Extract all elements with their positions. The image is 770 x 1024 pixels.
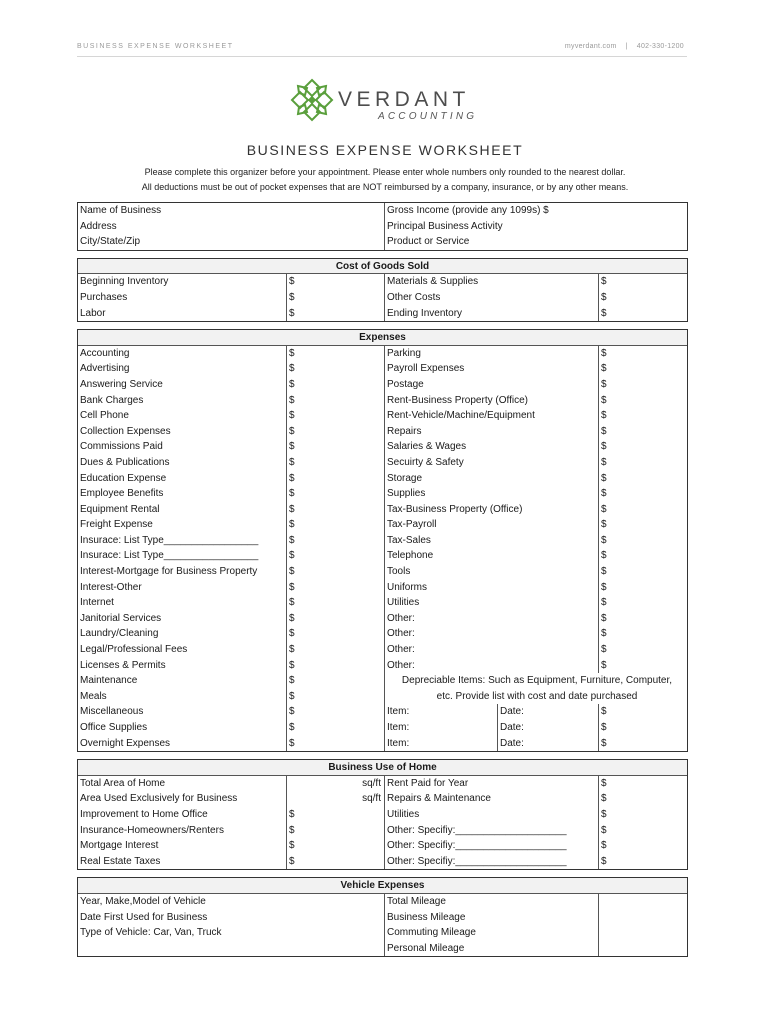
- home-amount-field[interactable]: $: [287, 823, 385, 839]
- expense-amount-field[interactable]: $: [601, 550, 607, 562]
- table-row: [78, 854, 687, 870]
- header-website: myverdant.com: [564, 43, 617, 50]
- table-row: [78, 455, 687, 471]
- home-section: [77, 759, 688, 870]
- table-row: [78, 673, 687, 689]
- table-row: [78, 234, 687, 250]
- home-label: Total Area of Home: [78, 776, 287, 792]
- expense-amount-field[interactable]: $: [601, 363, 607, 375]
- cogs-amount-field[interactable]: $: [601, 307, 607, 319]
- section-heading: Business Use of Home: [78, 760, 687, 776]
- table-row: [78, 807, 687, 823]
- table-row: [78, 642, 687, 658]
- expense-amount-field[interactable]: $: [601, 534, 607, 546]
- expense-label: Interest-Other: [78, 580, 287, 596]
- expense-amount-field[interactable]: $: [287, 361, 385, 377]
- expense-amount-field[interactable]: $: [287, 642, 385, 658]
- depreciable-cost-field[interactable]: $: [601, 706, 607, 718]
- table-row: [78, 471, 687, 487]
- expense-label: Rent-Vehicle/Machine/Equipment: [385, 408, 599, 424]
- table-row: [78, 548, 687, 564]
- home-label: Utilities: [385, 807, 599, 823]
- table-row: [78, 925, 687, 941]
- vehicle-section: [77, 877, 688, 957]
- table-row: [78, 439, 687, 455]
- expense-label: Laundry/Cleaning: [78, 626, 287, 642]
- expense-label: Tools: [385, 564, 599, 580]
- expense-amount-field[interactable]: $: [601, 581, 607, 593]
- expense-amount-field[interactable]: $: [287, 658, 385, 674]
- table-row: [78, 791, 687, 807]
- expense-label: Answering Service: [78, 377, 287, 393]
- table-row: [78, 580, 687, 596]
- expense-amount-field[interactable]: $: [287, 408, 385, 424]
- header-phone: 402-330-1200: [636, 43, 684, 50]
- expense-amount-field[interactable]: $: [287, 689, 385, 705]
- expense-label: Insurace: List Type_________________: [78, 533, 287, 549]
- expense-label: Salaries & Wages: [385, 439, 599, 455]
- expense-amount-field[interactable]: $: [287, 439, 385, 455]
- expense-label: Dues & Publications: [78, 455, 287, 471]
- expense-label: Tax-Business Property (Office): [385, 502, 599, 518]
- depreciable-date-field[interactable]: Date:: [498, 704, 599, 720]
- cogs-amount-field[interactable]: $: [601, 291, 607, 303]
- expense-amount-field[interactable]: $: [287, 393, 385, 409]
- expense-label: Insurace: List Type_________________: [78, 548, 287, 564]
- expense-amount-field[interactable]: $: [601, 488, 607, 500]
- header-contact: [565, 43, 687, 50]
- expense-amount-field[interactable]: $: [287, 580, 385, 596]
- logo-subtitle: ACCOUNTING: [378, 111, 478, 122]
- home-amount-field[interactable]: $: [601, 824, 607, 836]
- table-row: [78, 502, 687, 518]
- address-field[interactable]: Address: [78, 219, 385, 235]
- expense-label: Secuirty & Safety: [385, 455, 599, 471]
- vehicle-info-field[interactable]: Type of Vehicle: Car, Van, Truck: [78, 925, 385, 941]
- page-header: [77, 43, 687, 57]
- table-row: [78, 377, 687, 393]
- expense-amount-field[interactable]: $: [601, 441, 607, 453]
- worksheet-form: [77, 202, 688, 964]
- table-row: [78, 361, 687, 377]
- expense-label: Accounting: [78, 346, 287, 362]
- vehicle-mileage-label: Personal Mileage: [385, 941, 599, 957]
- expense-label: Collection Expenses: [78, 424, 287, 440]
- depreciable-date-field[interactable]: Date:: [498, 736, 599, 752]
- vehicle-mileage-label: Business Mileage: [385, 910, 599, 926]
- expense-amount-field[interactable]: $: [287, 704, 385, 720]
- product-or-service-field[interactable]: Product or Service: [387, 236, 470, 248]
- expense-amount-field[interactable]: $: [601, 347, 607, 359]
- expense-label: Legal/Professional Fees: [78, 642, 287, 658]
- expense-label: Interest-Mortgage for Business Property: [78, 564, 287, 580]
- verdant-logo: [290, 78, 490, 126]
- header-doc-title: BUSINESS EXPENSE WORKSHEET: [77, 43, 234, 50]
- depreciable-item-field[interactable]: Item:: [385, 720, 498, 736]
- home-amount-field[interactable]: sq/ft: [287, 791, 385, 807]
- expense-label: Bank Charges: [78, 393, 287, 409]
- depreciable-item-field[interactable]: Item:: [385, 736, 498, 752]
- verdant-leaf-logo-icon: [290, 78, 334, 122]
- depreciable-cost-field[interactable]: $: [601, 722, 607, 733]
- table-row: [78, 274, 687, 290]
- table-row: [78, 408, 687, 424]
- expense-label: Rent-Business Property (Office): [385, 393, 599, 409]
- expense-label: Advertising: [78, 361, 287, 377]
- expense-amount-field[interactable]: $: [601, 425, 607, 437]
- cogs-label: Other Costs: [385, 290, 599, 306]
- logo-wordmark: VERDANT: [338, 88, 470, 111]
- table-row: [78, 720, 687, 736]
- vehicle-info-field[interactable]: Year, Make,Model of Vehicle: [78, 894, 385, 910]
- table-row: [78, 346, 687, 362]
- expense-label: Commissions Paid: [78, 439, 287, 455]
- expense-label: Freight Expense: [78, 517, 287, 533]
- table-row: [78, 533, 687, 549]
- cogs-section: [77, 258, 688, 322]
- cogs-amount-field[interactable]: $: [287, 290, 385, 306]
- expenses-section: [77, 329, 688, 752]
- expense-label: Other:: [385, 642, 599, 658]
- expense-amount-field[interactable]: $: [601, 503, 607, 515]
- home-label: Rent Paid for Year: [385, 776, 599, 792]
- home-amount-field[interactable]: $: [601, 777, 607, 789]
- section-heading: Vehicle Expenses: [78, 878, 687, 894]
- expense-amount-field[interactable]: $: [601, 628, 607, 640]
- expense-label: Parking: [385, 346, 599, 362]
- home-label: Other: Specifiy:____________________: [385, 838, 599, 854]
- home-amount-field[interactable]: $: [287, 854, 385, 870]
- vehicle-mileage-field[interactable]: [599, 910, 687, 926]
- table-row: [78, 838, 687, 854]
- section-heading: Cost of Goods Sold: [78, 259, 687, 275]
- vehicle-info-field[interactable]: Date First Used for Business: [78, 910, 385, 926]
- expense-label: Postage: [385, 377, 599, 393]
- cogs-amount-field[interactable]: $: [601, 276, 607, 288]
- table-row: [78, 219, 687, 235]
- table-row: [78, 704, 687, 720]
- expense-amount-field[interactable]: $: [287, 736, 385, 752]
- cogs-label: Purchases: [78, 290, 287, 306]
- expense-amount-field[interactable]: $: [287, 548, 385, 564]
- table-row: [78, 689, 687, 705]
- table-row: [78, 424, 687, 440]
- page-title: BUSINESS EXPENSE WORKSHEET: [246, 142, 524, 158]
- expense-amount-field[interactable]: $: [601, 410, 607, 422]
- depreciable-note: etc. Provide list with cost and date purchased: [436, 690, 638, 702]
- expense-amount-field[interactable]: $: [601, 659, 607, 671]
- expense-label: Miscellaneous: [78, 704, 287, 720]
- header-divider: |: [625, 43, 628, 50]
- home-label: Other: Specifiy:____________________: [385, 823, 599, 839]
- table-row: [78, 517, 687, 533]
- expense-amount-field[interactable]: $: [287, 455, 385, 471]
- expense-label: Overnight Expenses: [78, 736, 287, 752]
- business-info-section: [77, 202, 688, 251]
- principal-activity-field[interactable]: Principal Business Activity: [387, 220, 503, 232]
- vehicle-mileage-field[interactable]: [599, 941, 687, 957]
- expense-label: Repairs: [385, 424, 599, 440]
- expense-amount-field[interactable]: $: [287, 626, 385, 642]
- home-amount-field[interactable]: $: [287, 807, 385, 823]
- expense-label: Other:: [385, 611, 599, 627]
- home-label: Real Estate Taxes: [78, 854, 287, 870]
- vehicle-mileage-field[interactable]: [599, 894, 687, 910]
- home-amount-field[interactable]: sq/ft: [287, 776, 385, 792]
- cogs-label: Labor: [78, 306, 287, 322]
- cogs-label: Materials & Supplies: [385, 274, 599, 290]
- home-label: Improvement to Home Office: [78, 807, 287, 823]
- city-state-zip-field[interactable]: City/State/Zip: [78, 234, 385, 250]
- table-row: [78, 736, 687, 752]
- vehicle-info-field[interactable]: [78, 941, 385, 957]
- instruction-line-1: Please complete this organizer before your appointment. Please enter whole numbers only rounded to the nearest dollar.: [144, 167, 626, 177]
- home-amount-field[interactable]: $: [287, 838, 385, 854]
- expense-label: Licenses & Permits: [78, 658, 287, 674]
- expense-label: Tax-Payroll: [385, 517, 599, 533]
- gross-income-field[interactable]: Gross Income (provide any 1099s) $: [387, 205, 549, 216]
- home-label: Mortgage Interest: [78, 838, 287, 854]
- home-amount-field[interactable]: $: [601, 855, 607, 867]
- expense-label: Meals: [78, 689, 287, 705]
- expense-amount-field[interactable]: $: [287, 502, 385, 518]
- expense-amount-field[interactable]: $: [601, 644, 607, 656]
- table-row: [78, 290, 687, 306]
- depreciable-date-field[interactable]: Date:: [498, 720, 599, 736]
- expense-amount-field[interactable]: $: [601, 456, 607, 468]
- depreciable-note: Depreciable Items: Such as Equipment, Furniture, Computer,: [401, 675, 673, 687]
- expense-amount-field[interactable]: $: [287, 424, 385, 440]
- expense-amount-field[interactable]: $: [601, 597, 607, 609]
- home-amount-field[interactable]: $: [601, 793, 607, 805]
- expense-label: Janitorial Services: [78, 611, 287, 627]
- vehicle-mileage-label: Total Mileage: [385, 894, 599, 910]
- expense-label: Employee Benefits: [78, 486, 287, 502]
- table-row: [78, 486, 687, 502]
- expense-label: Other:: [385, 626, 599, 642]
- name-of-business-field[interactable]: Name of Business: [78, 203, 385, 219]
- expense-label: Other:: [385, 658, 599, 674]
- cogs-label: Beginning Inventory: [78, 274, 287, 290]
- expense-label: Supplies: [385, 486, 599, 502]
- expense-label: Payroll Expenses: [385, 361, 599, 377]
- expense-amount-field[interactable]: $: [601, 378, 607, 390]
- table-row: [78, 393, 687, 409]
- expense-amount-field[interactable]: $: [287, 720, 385, 736]
- home-label: Repairs & Maintenance: [385, 791, 599, 807]
- expense-amount-field[interactable]: $: [287, 471, 385, 487]
- expense-label: Office Supplies: [78, 720, 287, 736]
- home-label: Other: Specifiy:____________________: [385, 854, 599, 870]
- instruction-line-2: All deductions must be out of pocket expenses that are NOT reimbursed by a company, insurance, or by any other means.: [141, 182, 629, 192]
- table-row: [78, 611, 687, 627]
- expense-amount-field[interactable]: $: [601, 519, 607, 531]
- expense-label: Equipment Rental: [78, 502, 287, 518]
- expense-label: Maintenance: [78, 673, 287, 689]
- cogs-amount-field[interactable]: $: [287, 306, 385, 322]
- expense-amount-field[interactable]: $: [287, 533, 385, 549]
- table-row: [78, 894, 687, 910]
- expense-label: Uniforms: [385, 580, 599, 596]
- table-row: [78, 203, 687, 219]
- home-amount-field[interactable]: $: [601, 808, 607, 820]
- expense-amount-field[interactable]: $: [287, 673, 385, 689]
- expense-label: Education Expense: [78, 471, 287, 487]
- expense-label: Cell Phone: [78, 408, 287, 424]
- table-row: [78, 658, 687, 674]
- expense-amount-field[interactable]: $: [601, 472, 607, 484]
- home-label: Area Used Exclusively for Business: [78, 791, 287, 807]
- cogs-label: Ending Inventory: [385, 306, 599, 322]
- vehicle-mileage-field[interactable]: [599, 925, 687, 941]
- expense-amount-field[interactable]: $: [287, 377, 385, 393]
- table-row: [78, 595, 687, 611]
- home-label: Insurance-Homeowners/Renters: [78, 823, 287, 839]
- expense-amount-field[interactable]: $: [287, 611, 385, 627]
- expense-amount-field[interactable]: $: [601, 612, 607, 624]
- table-row: [78, 306, 687, 322]
- expense-label: Tax-Sales: [385, 533, 599, 549]
- expense-amount-field[interactable]: $: [601, 394, 607, 406]
- depreciable-cost-field[interactable]: $: [601, 737, 607, 749]
- table-row: [78, 626, 687, 642]
- vehicle-mileage-label: Commuting Mileage: [385, 925, 599, 941]
- table-row: [78, 910, 687, 926]
- table-row: [78, 776, 687, 792]
- expense-amount-field[interactable]: $: [287, 595, 385, 611]
- table-row: [78, 823, 687, 839]
- expense-label: Storage: [385, 471, 599, 487]
- table-row: [78, 564, 687, 580]
- expense-amount-field[interactable]: $: [287, 346, 385, 362]
- depreciable-item-field[interactable]: Item:: [385, 704, 498, 720]
- expense-amount-field[interactable]: $: [287, 564, 385, 580]
- expense-label: Telephone: [385, 548, 599, 564]
- cogs-amount-field[interactable]: $: [287, 274, 385, 290]
- home-amount-field[interactable]: $: [601, 840, 607, 852]
- expense-amount-field[interactable]: $: [287, 486, 385, 502]
- expense-amount-field[interactable]: $: [287, 517, 385, 533]
- section-heading: Expenses: [78, 330, 687, 346]
- expense-label: Internet: [78, 595, 287, 611]
- expense-label: Utilities: [385, 595, 599, 611]
- expense-amount-field[interactable]: $: [601, 566, 607, 578]
- table-row: [78, 941, 687, 957]
